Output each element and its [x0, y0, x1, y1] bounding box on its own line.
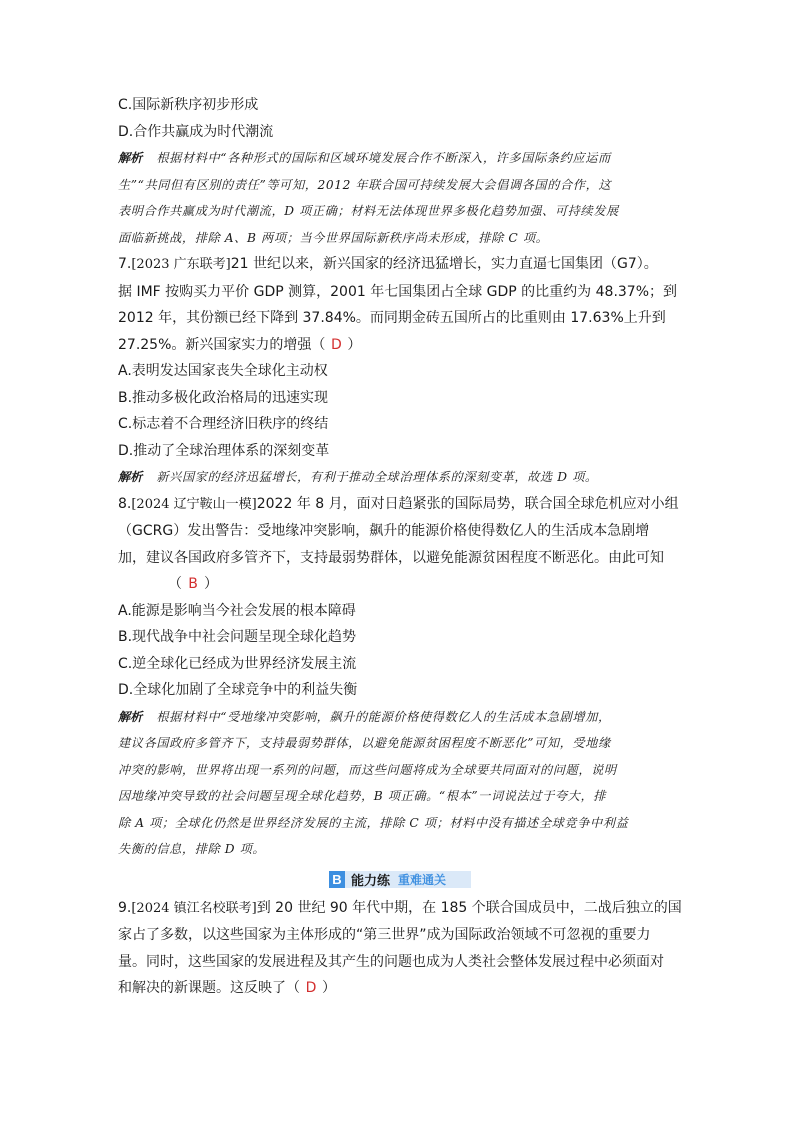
- q8-option-d: D.全球化加剧了全球竞争中的利益失衡: [118, 682, 358, 698]
- question-source: [2023 广东联考]: [131, 257, 231, 272]
- question-6: [118, 92, 678, 251]
- q8-option-b: B.现代战争中社会问题呈现全球化趋势: [118, 629, 357, 645]
- stem-text: 和解决的新课题。这反映了（: [118, 980, 300, 996]
- q9-stem-line-4: [118, 975, 678, 1002]
- q8-explanation-line-3: 冲突的影响，世界将出现一系列的问题，而这些问题将成为全球要共同面对的问题，说明: [118, 762, 617, 777]
- worksheet-page: [118, 92, 682, 1002]
- explanation-tag: 解析: [118, 709, 143, 724]
- q8-explanation-line-6: 失衡的信息，排除 D 项。: [118, 842, 266, 856]
- answer-mark: D: [331, 336, 342, 353]
- open-paren: （: [168, 576, 182, 592]
- q8-explanation-line-1: [118, 704, 678, 731]
- section-badge: [329, 871, 471, 888]
- q8-explanation-line-2: 建议各国政府多管齐下，支持最弱势群体，以避免能源贫困程度不断恶化”可知，受地缘: [118, 736, 611, 750]
- explanation-tag: 解析: [118, 151, 143, 165]
- q7-explanation: [118, 464, 678, 491]
- question-number: 9.: [118, 899, 132, 916]
- stem-text: 到 20 世纪 90 年代中期，在 185 个联合国成员中，二战后独立的国: [256, 899, 682, 916]
- close-paren: ）: [347, 336, 362, 353]
- question-source: [2024 镇江名校联考]: [131, 900, 257, 916]
- q6-explanation-line-1: [118, 145, 678, 172]
- q6-explanation: [118, 145, 678, 251]
- explanation-text: 新兴国家的经济迅猛增长，有利于推动全球治理体系的深刻变革，故选 D 项。: [156, 470, 598, 484]
- q7-option-d: D.推动了全球治理体系的深刻变革: [118, 442, 330, 459]
- answer-mark: B: [188, 576, 198, 592]
- close-paren: ）: [204, 576, 218, 592]
- answer-mark: D: [305, 980, 317, 996]
- q7-option-a: A.表明发达国家丧失全球化主动权: [118, 363, 328, 379]
- stem-text: 2022 年 8 月，面对日趋紧张的国际局势，联合国全球危机应对小组: [256, 495, 679, 512]
- q6-explanation-line-2: 生”“共同但有区别的责任”等可知，2012 年联合国可持续发展大会倡调各国的合作，这: [118, 177, 612, 192]
- q8-option-c: C.逆全球化已经成为世界经济发展主流: [118, 655, 357, 672]
- q9-stem-line-3: 量。同时，这些国家的发展进程及其产生的问题也成为人类社会整体发展过程中必须面对: [118, 953, 664, 970]
- q7-option-b: B.推动多极化政治格局的迅速实现: [118, 389, 329, 406]
- explanation-text: 根据材料中“受地缘冲突影响，飙升的能源价格使得数亿人的生活成本急剧增加，: [156, 709, 611, 724]
- question-number: 8.: [118, 495, 132, 512]
- q8-stem-line-1: [118, 491, 678, 519]
- question-9: [118, 895, 682, 1002]
- q7-option-c: C.标志着不合理经济旧秩序的终结: [118, 416, 329, 432]
- question-number: 7.: [118, 256, 132, 272]
- q8-explanation: [118, 704, 678, 863]
- q8-stem-line-3: 加，建议各国政府多管齐下，支持最弱势群体，以避免能源贫困程度不断恶化。由此可知: [118, 549, 664, 566]
- question-8: [118, 491, 678, 863]
- q6-explanation-line-4: 面临新挑战，排除 A、B 两项；当今世界国际新秩序尚未形成，排除 C 项。: [118, 230, 549, 245]
- q8-answer-line: [118, 571, 678, 598]
- q9-stem-line-2: 家占了多数，以这些国家为主体形成的“第三世界”成为国际政治领域不可忽视的重要力: [118, 927, 651, 943]
- q8-option-a: A.能源是影响当今社会发展的根本障碍: [118, 602, 356, 619]
- section-title: 能力练: [351, 872, 391, 888]
- question-7: [118, 251, 678, 491]
- q7-stem-line-1: [118, 251, 678, 279]
- question-source: [2024 辽宁鞍山一模]: [131, 496, 257, 512]
- q7-stem-line-3: 2012 年，其份额已经下降到 37.84%。而同期金砖五国所占的比重则由 17.63%上升到: [118, 310, 666, 326]
- q6-option-c: C.国际新秩序初步形成: [118, 97, 259, 113]
- section-subtitle: 重难通关: [398, 872, 447, 887]
- explanation-text: 根据材料中“各种形式的国际和区域环境发展合作不断深入，许多国际条约应运而: [156, 151, 611, 165]
- q8-explanation-line-5: 除 A 项；全球化仍然是世界经济发展的主流，排除 C 项；材料中没有描述全球竞争中利益: [118, 815, 629, 830]
- q8-explanation-line-4: 因地缘冲突导致的社会问题呈现全球化趋势，B 项正确。“根本”一词说法过于夸大，排: [118, 789, 607, 803]
- explanation-tag: 解析: [118, 470, 143, 484]
- q8-stem-line-2: （GCRG）发出警告：受地缘冲突影响，飙升的能源价格使得数亿人的生活成本急剧增: [118, 523, 650, 539]
- q7-stem-line-2: 据 IMF 按购买力平价 GDP 测算，2001 年七国集团占全球 GDP 的比重约为 48.37%；到: [118, 283, 678, 300]
- close-paren: ）: [322, 980, 336, 996]
- stem-text: 27.25%。新兴国家实力的增强（: [118, 336, 326, 353]
- stem-text: 21 世纪以来，新兴国家的经济迅猛增长，实力直逼七国集团（G7）。: [230, 256, 658, 272]
- section-header: [118, 869, 678, 891]
- section-letter: B: [329, 871, 345, 888]
- q7-stem-line-4: [118, 332, 678, 359]
- q6-option-d: D.合作共赢成为时代潮流: [118, 123, 274, 140]
- q9-stem-line-1: [118, 895, 682, 923]
- q6-explanation-line-3: 表明合作共赢成为时代潮流，D 项正确；材料无法体现世界多极化趋势加强、可持续发展: [118, 204, 619, 218]
